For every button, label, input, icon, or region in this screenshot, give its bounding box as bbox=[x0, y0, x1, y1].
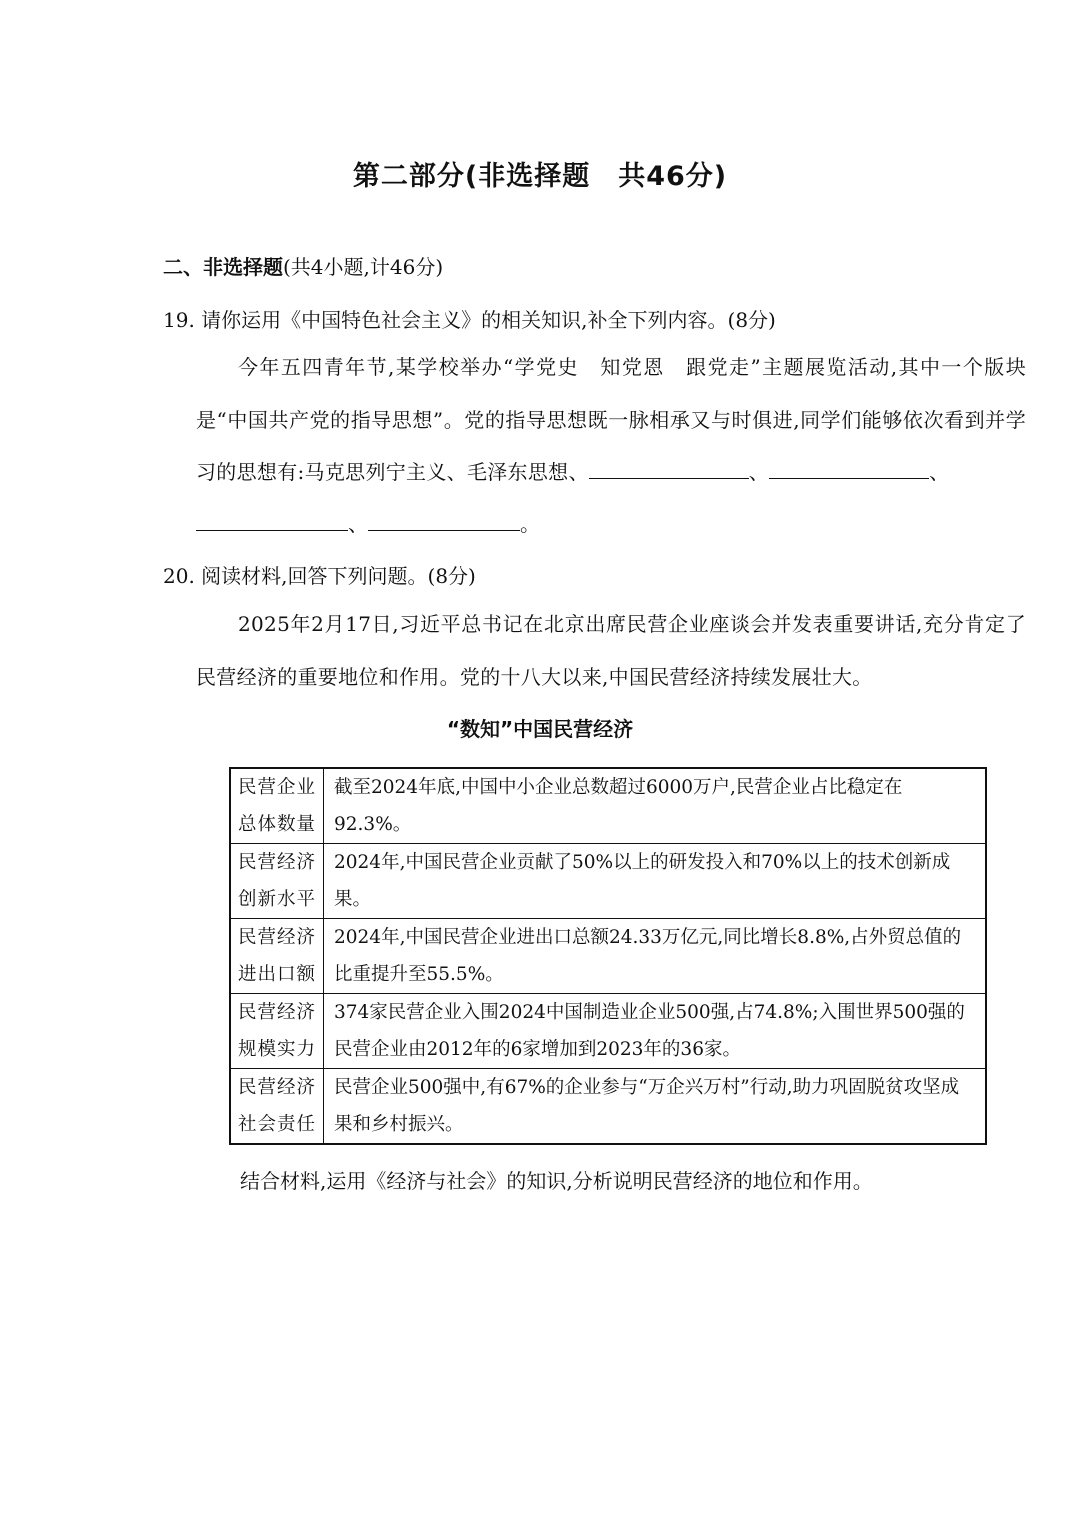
table-row bbox=[230, 994, 986, 1069]
row-content: 374家民营企业入围2024中国制造业企业500强,占74.8%;入围世界500强的民营企业由2012年的6家增加到2023年的36家。 bbox=[324, 994, 987, 1069]
section-heading bbox=[163, 251, 443, 280]
row-content: 2024年,中国民营企业进出口总额24.33万亿元,同比增长8.8%,占外贸总值的比重提升至55.5%。 bbox=[324, 919, 987, 994]
table-row bbox=[230, 844, 986, 919]
question-20-body: 2025年2月17日,习近平总书记在北京出席民营企业座谈会并发表重要讲话,充分肯定了民营经济的重要地位和作用。党的十八大以来,中国民营经济持续发展壮大。 bbox=[196, 612, 1026, 689]
row-content: 截至2024年底,中国中小企业总数超过6000万户,民营企业占比稳定在92.3%。 bbox=[324, 768, 987, 844]
question-19-blanks-line: 、 。 bbox=[196, 498, 540, 551]
question-19-body: 今年五四青年节,某学校举办“学党史 知党恩 跟党走”主题展览活动,其中一个版块是“中国共产党的指导思想”。党的指导思想既一脉相承又与时俱进,同学们能够依次看到并学习的思想有:马克思列宁主义、毛泽东思想、 、 、 bbox=[196, 355, 1026, 484]
private-economy-table bbox=[229, 767, 987, 1145]
row-label: 民营企业 总体数量 bbox=[230, 768, 324, 844]
row-label: 民营经济 规模实力 bbox=[230, 994, 324, 1069]
row-label: 民营经济 进出口额 bbox=[230, 919, 324, 994]
row-label: 民营经济 创新水平 bbox=[230, 844, 324, 919]
row-content: 民营企业500强中,有67%的企业参与“万企兴万村”行动,助力巩固脱贫攻坚成果和乡村振兴。 bbox=[324, 1069, 987, 1145]
answer-blank-3[interactable] bbox=[196, 516, 348, 531]
question-19-text: 今年五四青年节,某学校举办“学党史 知党恩 跟党走”主题展览活动,其中一个版块是“中国共产党的指导思想”。党的指导思想既一脉相承又与时俱进,同学们能够依次看到并学习的思想有:马克思列宁主义、毛泽东思想、 bbox=[196, 355, 1026, 484]
question-20-prompt: 20. 阅读材料,回答下列问题。(8分) bbox=[163, 564, 476, 588]
table-title: “数知”中国民营经济 bbox=[446, 717, 634, 741]
question-20-task: 结合材料,运用《经济与社会》的知识,分析说明民营经济的地位和作用。 bbox=[240, 1169, 873, 1193]
row-content: 2024年,中国民营企业贡献了50%以上的研发投入和70%以上的技术创新成果。 bbox=[324, 844, 987, 919]
page-title: 第二部分(非选择题 共46分) bbox=[352, 161, 728, 192]
row-label: 民营经济 社会责任 bbox=[230, 1069, 324, 1145]
section-heading-detail: (共4小题,计46分) bbox=[283, 255, 444, 279]
question-19-prompt: 19. 请你运用《中国特色社会主义》的相关知识,补全下列内容。(8分) bbox=[163, 308, 776, 332]
table-row bbox=[230, 1069, 986, 1145]
table-row bbox=[230, 919, 986, 994]
answer-blank-1[interactable] bbox=[589, 464, 749, 479]
section-heading-label: 二、非选择题 bbox=[163, 255, 283, 279]
table-row bbox=[230, 768, 986, 844]
answer-blank-2[interactable] bbox=[769, 464, 929, 479]
answer-blank-4[interactable] bbox=[368, 516, 520, 531]
